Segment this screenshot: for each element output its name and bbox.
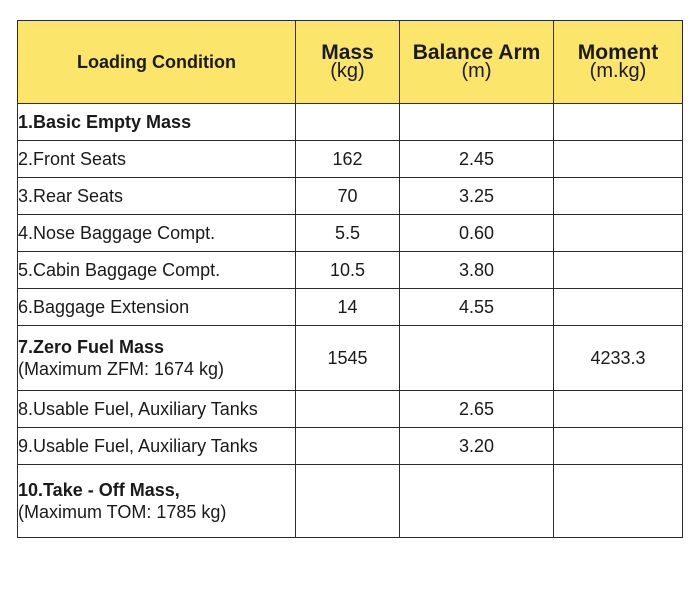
row-arm: 0.60 xyxy=(400,215,554,252)
row-mass: 70 xyxy=(296,178,400,215)
row-label: 9.Usable Fuel, Auxiliary Tanks xyxy=(18,428,296,465)
row-moment xyxy=(554,465,683,538)
row-label: 1.Basic Empty Mass xyxy=(18,104,296,141)
table-row xyxy=(18,326,683,391)
header-mass-title: Mass xyxy=(321,41,374,64)
header-loading-condition: Loading Condition xyxy=(18,21,296,104)
row-mass xyxy=(296,465,400,538)
table-row xyxy=(18,178,683,215)
table-row xyxy=(18,391,683,428)
row-arm: 2.45 xyxy=(400,141,554,178)
row-arm xyxy=(400,465,554,538)
row-arm: 2.65 xyxy=(400,391,554,428)
table-row xyxy=(18,428,683,465)
table-row xyxy=(18,215,683,252)
row-label: 7.Zero Fuel Mass xyxy=(18,337,165,357)
row-mass: 10.5 xyxy=(296,252,400,289)
row-label-cell xyxy=(18,465,296,538)
row-arm: 3.80 xyxy=(400,252,554,289)
row-label: 8.Usable Fuel, Auxiliary Tanks xyxy=(18,391,296,428)
header-moment xyxy=(554,21,683,104)
row-label-cell xyxy=(18,326,296,391)
row-arm: 4.55 xyxy=(400,289,554,326)
row-moment xyxy=(554,428,683,465)
header-moment-title: Moment xyxy=(577,41,659,64)
row-mass xyxy=(296,428,400,465)
loading-table xyxy=(17,20,683,538)
row-moment xyxy=(554,289,683,326)
row-moment xyxy=(554,141,683,178)
row-arm xyxy=(400,326,554,391)
row-arm xyxy=(400,104,554,141)
row-label: 10.Take - Off Mass, xyxy=(18,480,180,500)
table-row xyxy=(18,465,683,538)
header-row xyxy=(18,21,683,104)
row-label: 6.Baggage Extension xyxy=(18,289,296,326)
header-balance-arm xyxy=(400,21,554,104)
row-sublabel: (Maximum ZFM: 1674 kg) xyxy=(18,359,225,379)
table-row xyxy=(18,141,683,178)
row-arm: 3.25 xyxy=(400,178,554,215)
row-mass xyxy=(296,104,400,141)
row-label: 4.Nose Baggage Compt. xyxy=(18,215,296,252)
row-label: 5.Cabin Baggage Compt. xyxy=(18,252,296,289)
row-moment xyxy=(554,252,683,289)
row-label: 3.Rear Seats xyxy=(18,178,296,215)
row-sublabel: (Maximum TOM: 1785 kg) xyxy=(18,502,227,522)
row-moment xyxy=(554,215,683,252)
row-mass xyxy=(296,391,400,428)
header-arm-unit: (m) xyxy=(461,60,492,82)
row-mass: 162 xyxy=(296,141,400,178)
row-label: 2.Front Seats xyxy=(18,141,296,178)
row-arm: 3.20 xyxy=(400,428,554,465)
row-moment xyxy=(554,178,683,215)
row-moment: 4233.3 xyxy=(554,326,683,391)
header-arm-title: Balance Arm xyxy=(412,41,541,64)
header-moment-unit: (m.kg) xyxy=(589,60,647,82)
header-mass-unit: (kg) xyxy=(330,60,365,82)
row-moment xyxy=(554,391,683,428)
header-mass xyxy=(296,21,400,104)
table-row xyxy=(18,252,683,289)
row-moment xyxy=(554,104,683,141)
table-row xyxy=(18,104,683,141)
row-mass: 1545 xyxy=(296,326,400,391)
row-mass: 5.5 xyxy=(296,215,400,252)
table-row xyxy=(18,289,683,326)
row-mass: 14 xyxy=(296,289,400,326)
